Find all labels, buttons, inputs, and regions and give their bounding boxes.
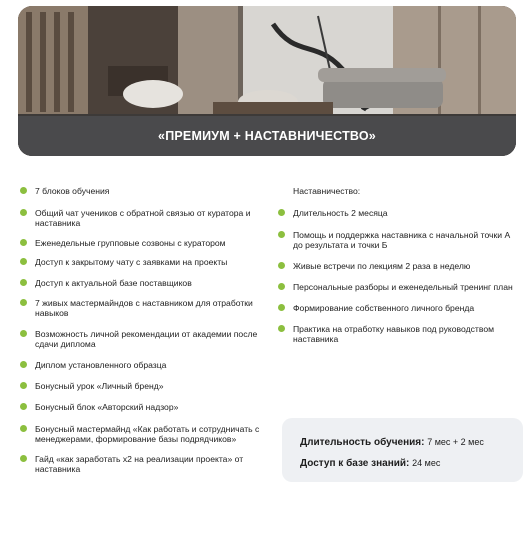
features-list <box>20 186 260 474</box>
list-item: Живые встречи по лекциям 2 раза в неделю <box>278 261 518 271</box>
list-item: Возможность личной рекомендации от академии после сдачи диплома <box>20 329 260 349</box>
list-item: Диплом установленного образца <box>20 360 260 370</box>
access-line <box>300 453 523 474</box>
check-bullet-icon <box>278 209 285 216</box>
check-bullet-icon <box>20 239 27 246</box>
access-value: 24 мес <box>412 458 441 468</box>
mentorship-list <box>278 186 518 345</box>
check-bullet-icon <box>278 262 285 269</box>
list-item: Практика на отработку навыков под руководством наставника <box>278 324 518 344</box>
list-item: 7 блоков обучения <box>20 186 260 196</box>
list-item: Доступ к закрытому чату с заявками на проекты <box>20 257 260 267</box>
list-item: Гайд «как заработать x2 на реализации проекта» от наставника <box>20 454 260 474</box>
list-item: Помощь и поддержка наставника с начальной точки А до результата и точки Б <box>278 230 518 250</box>
check-bullet-icon <box>20 258 27 265</box>
list-item: 7 живых мастермайндов с наставником для отработки навыков <box>20 298 260 318</box>
list-item: Бонусный мастермайнд «Как работать и сотрудничать с менеджерами, формирование базы подрядчиков» <box>20 424 260 444</box>
check-bullet-icon <box>20 279 27 286</box>
check-bullet-icon <box>278 304 285 311</box>
check-bullet-icon <box>278 283 285 290</box>
list-item: Доступ к актуальной базе поставщиков <box>20 278 260 288</box>
hero-title-band <box>18 116 516 156</box>
check-bullet-icon <box>20 361 27 368</box>
hero-title: «ПРЕМИУМ + НАСТАВНИЧЕСТВО» <box>158 129 376 143</box>
list-item: Общий чат учеников с обратной связью от куратора и наставника <box>20 208 260 228</box>
access-label: Доступ к базе знаний: <box>300 458 410 469</box>
list-item: Еженедельные групповые созвоны с куратором <box>20 238 260 248</box>
list-item: Длительность 2 месяца <box>278 208 518 218</box>
duration-line <box>300 432 523 453</box>
check-bullet-icon <box>20 455 27 462</box>
hero-banner <box>18 6 516 156</box>
check-bullet-icon <box>278 325 285 332</box>
check-bullet-icon <box>20 187 27 194</box>
duration-label: Длительность обучения: <box>300 437 425 448</box>
duration-value: 7 мес + 2 мес <box>427 437 484 447</box>
list-item: Персональные разборы и еженедельный тренинг план <box>278 282 518 292</box>
list-item: Бонусный блок «Авторский надзор» <box>20 402 260 412</box>
check-bullet-icon <box>278 231 285 238</box>
check-bullet-icon <box>20 299 27 306</box>
check-bullet-icon <box>20 425 27 432</box>
course-info-card <box>282 418 523 482</box>
check-bullet-icon <box>20 403 27 410</box>
check-bullet-icon <box>20 382 27 389</box>
check-bullet-icon <box>20 209 27 216</box>
mentorship-heading: Наставничество: <box>293 186 361 196</box>
check-bullet-icon <box>20 330 27 337</box>
list-item: Бонусный урок «Личный бренд» <box>20 381 260 391</box>
list-item: Формирование собственного личного бренда <box>278 303 518 313</box>
